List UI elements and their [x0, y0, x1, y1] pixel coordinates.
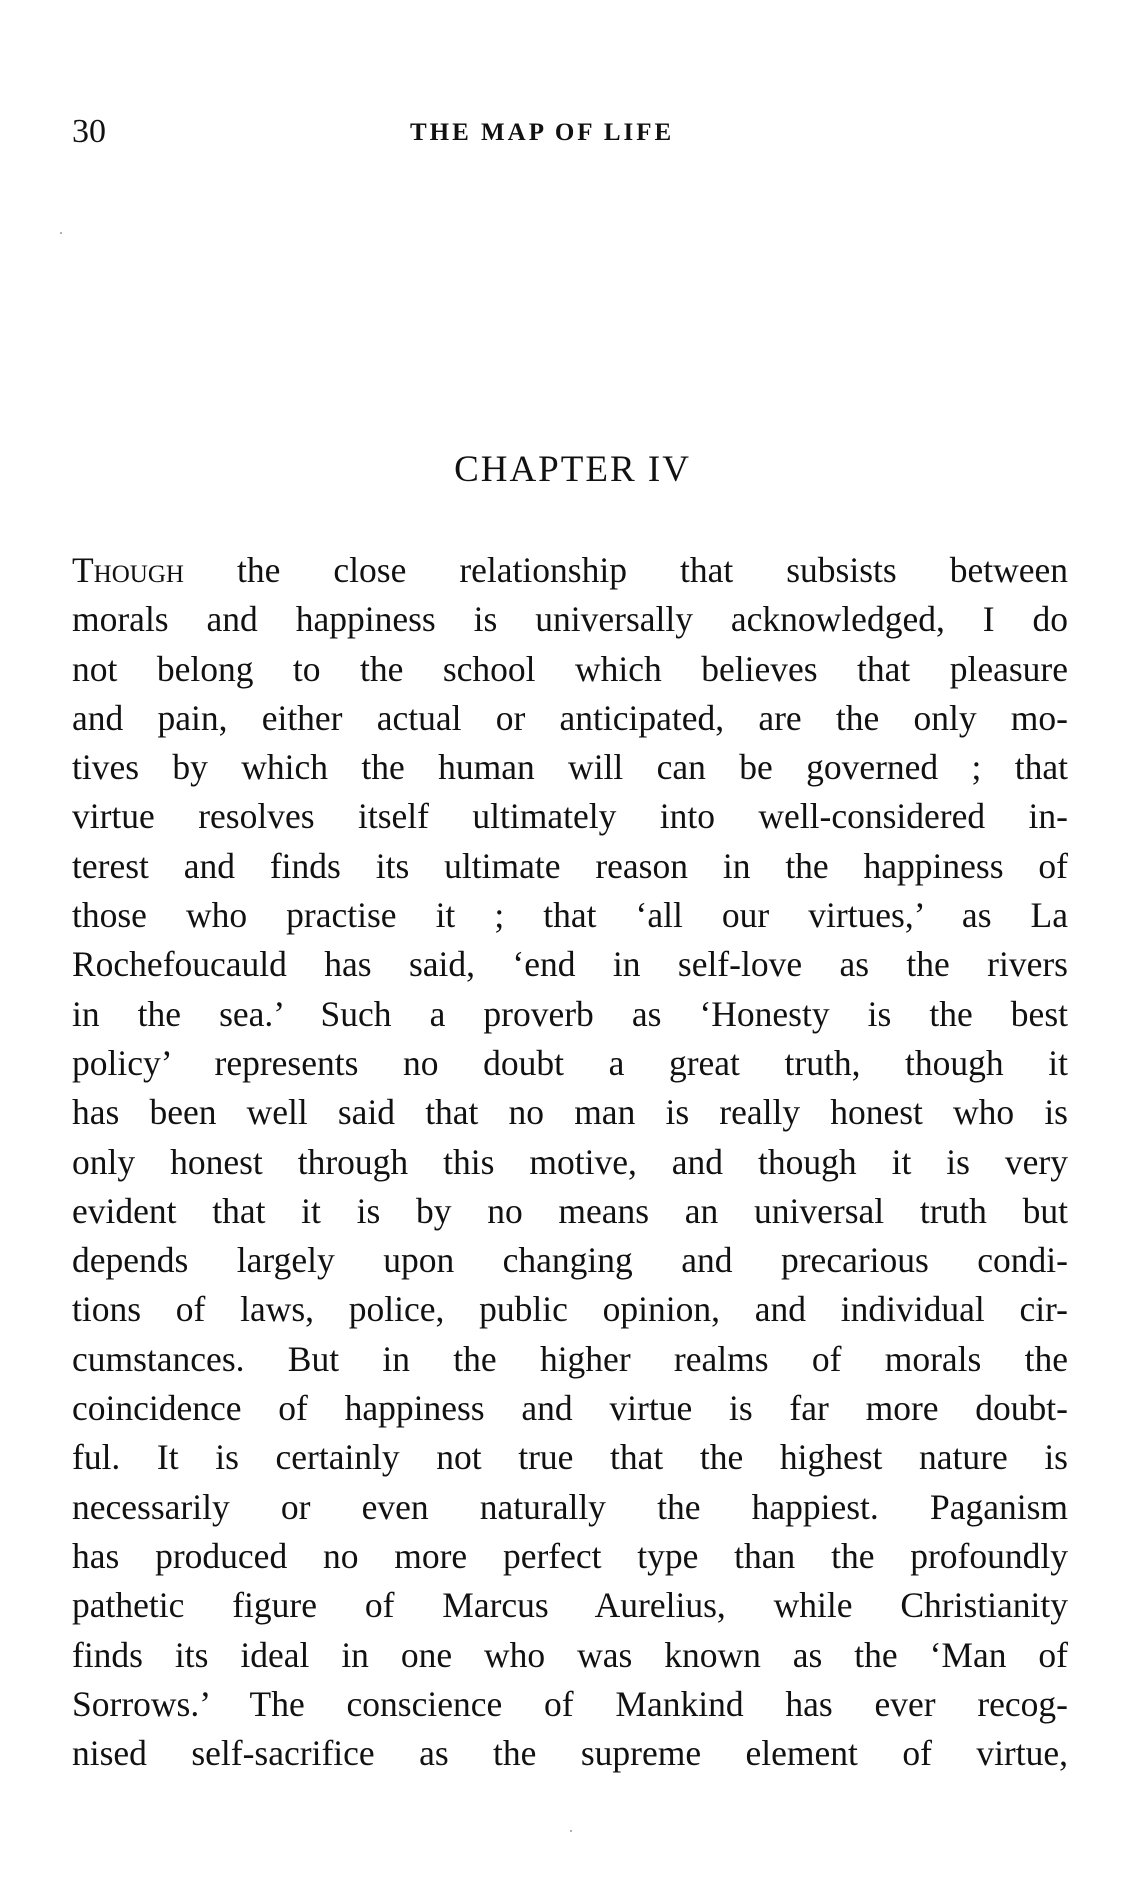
text-line: tions of laws, police, public opinion, and individual cir- — [72, 1289, 1068, 1330]
first-line-rest: the close relationship that subsists between — [183, 550, 1068, 590]
text-line: depends largely upon changing and precarious condi- — [72, 1240, 1068, 1281]
text-line: evident that it is by no means an universal truth but — [72, 1190, 1068, 1231]
text-line: terest and finds its ultimate reason in the happiness of — [72, 845, 1068, 886]
text-line: in the sea.’ Such a proverb as ‘Honesty is the best — [72, 993, 1068, 1034]
text-line — [72, 546, 1068, 595]
page-number: 30 — [72, 113, 106, 150]
opening-word: Though — [72, 550, 184, 590]
chapter-heading: CHAPTER IV — [454, 449, 691, 490]
text-line: Rochefoucauld has said, ‘end in self-love as the rivers — [72, 944, 1068, 985]
text-line: ful. It is certainly not true that the highest nature is — [72, 1437, 1068, 1478]
running-head — [72, 112, 1082, 152]
text-line: those who practise it ; that ‘all our virtues,’ as La — [72, 895, 1068, 936]
text-line: coincidence of happiness and virtue is far more doubt- — [72, 1388, 1068, 1429]
text-line: nised self-sacrifice as the supreme element of virtue, — [72, 1733, 1068, 1774]
text-line: has been well said that no man is really honest who is — [72, 1092, 1068, 1133]
text-line: pathetic figure of Marcus Aurelius, while Christianity — [72, 1585, 1068, 1626]
body-text — [72, 546, 1068, 1778]
text-line: has produced no more perfect type than the profoundly — [72, 1535, 1068, 1576]
text-line: virtue resolves itself ultimately into well-considered in- — [72, 796, 1068, 837]
text-line: Sorrows.’ The conscience of Mankind has ever recog- — [72, 1683, 1068, 1724]
running-title: THE MAP OF LIFE — [410, 119, 675, 146]
text-line: cumstances. But in the higher realms of morals the — [72, 1338, 1068, 1379]
text-line: morals and happiness is universally acknowledged, I do — [72, 599, 1068, 640]
paper-speck — [570, 1830, 572, 1832]
paper-speck — [60, 232, 62, 234]
text-line: not belong to the school which believes that pleasure — [72, 648, 1068, 689]
text-line: necessarily or even naturally the happiest. Paganism — [72, 1486, 1068, 1527]
text-line: finds its ideal in one who was known as the ‘Man of — [72, 1634, 1068, 1675]
text-line: only honest through this motive, and though it is very — [72, 1141, 1068, 1182]
text-line: and pain, either actual or anticipated, are the only mo- — [72, 697, 1068, 738]
text-line: policy’ represents no doubt a great truth, though it — [72, 1042, 1068, 1083]
text-line: tives by which the human will can be governed ; that — [72, 747, 1068, 788]
